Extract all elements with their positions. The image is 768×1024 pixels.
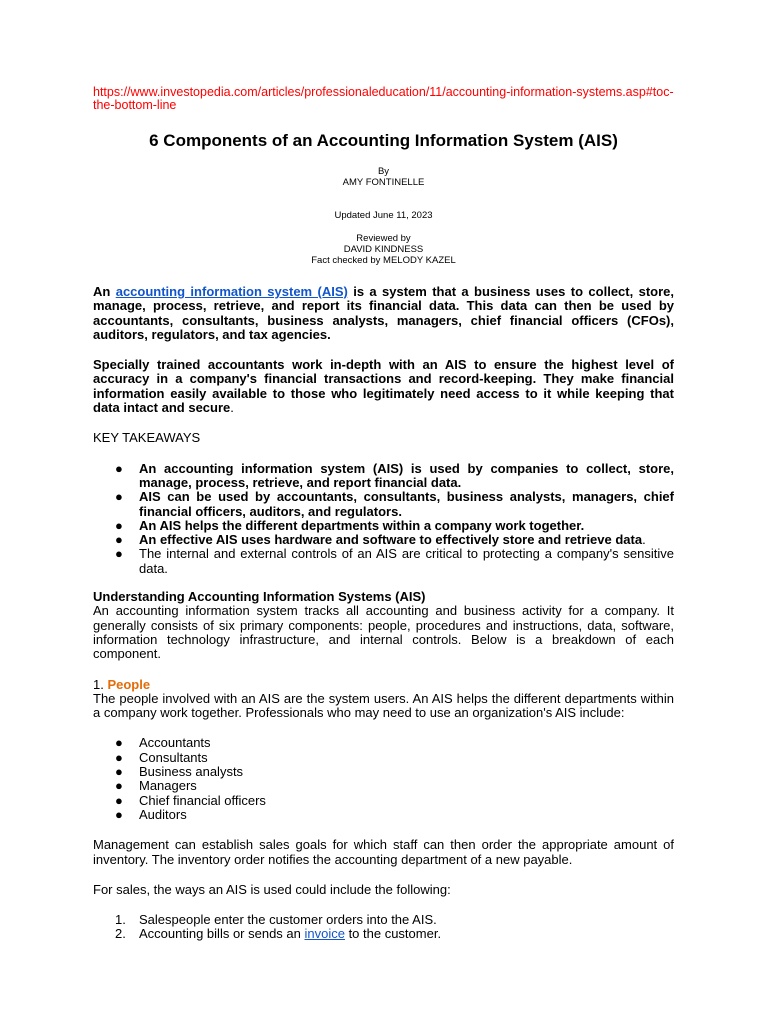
source-url (93, 86, 674, 112)
intro-paragraph (93, 285, 674, 342)
invoice-link[interactable]: invoice (304, 926, 345, 942)
people-paragraph: The people involved with an AIS are the system users. An AIS helps the different departments within a company work together. Professionals who may need to use an organization's AIS include: (93, 690, 674, 721)
reviewed-by-label: Reviewed by (356, 233, 411, 244)
accuracy-paragraph (93, 358, 674, 415)
page-title: 6 Components of an Accounting Information System (AIS) (149, 131, 618, 150)
list-item: ● An accounting information system (AIS) is used by companies to collect, store, manage, process, retrieve, and report financial data. (115, 460, 674, 490)
list-item: ● An effective AIS uses hardware and software to effectively store and retrieve data. (115, 532, 646, 548)
people-heading: 1. People (93, 676, 151, 692)
management-paragraph: Management can establish sales goals for which staff can then order the appropriate amount of inventory. The inventory order notifies the accounting department of a new payable. (93, 837, 674, 867)
bullet-icon: ● (115, 806, 123, 822)
list-item: ● An AIS helps the different departments within a company work together. (115, 517, 585, 533)
byline-label: By (377, 166, 390, 177)
bullet-icon: ● (115, 764, 123, 780)
list-item: ● Auditors (115, 806, 187, 822)
reviewer-name: DAVID KINDNESS (343, 244, 424, 255)
bullet-icon: ● (115, 546, 123, 562)
bullet-icon: ● (115, 532, 123, 548)
list-item: 2. Accounting bills or sends an invoice to the customer. (115, 926, 442, 942)
updated-date: Updated June 11, 2023 (334, 210, 433, 221)
bullet-icon: ● (115, 460, 123, 476)
article (93, 86, 674, 942)
accuracy-end: . (230, 400, 234, 416)
list-item: ● Consultants (115, 749, 208, 765)
fact-checked: Fact checked by MELODY KAZEL (311, 255, 456, 266)
author-name: AMY FONTINELLE (342, 177, 425, 188)
list-item: ● AIS can be used by accountants, consultants, business analysts, managers, chief financial officers, auditors, and regulators. (115, 489, 674, 519)
accuracy-bold: Specially trained accountants work in-depth with an AIS to ensure the highest level of accuracy in a company's financial transactions and record-keeping. They make financial information easily available to those who legitimately need access to it while keeping that data intact and secure (93, 357, 674, 416)
ais-link[interactable]: accounting information system (AIS) (115, 284, 348, 299)
source-url-link[interactable]: https://www.investopedia.com/articles/professionaleducation/11/accounting-information-systems.asp#toc-the-bottom-line (93, 85, 674, 112)
sales-steps (93, 913, 674, 942)
understanding-paragraph: An accounting information system tracks all accounting and business activity for a company. It generally consists of six primary components: people, procedures and instructions, data, software, information technology infrastructure, and internal controls. Below is a breakdown of each component. (93, 603, 674, 662)
bullet-icon: ● (115, 489, 123, 505)
list-item: ● Business analysts (115, 764, 244, 780)
key-takeaways-heading: KEY TAKEAWAYS (93, 430, 201, 446)
list-item: ● Accountants (115, 735, 211, 751)
bullet-icon: ● (115, 792, 123, 808)
bullet-icon: ● (115, 749, 123, 765)
list-item: ● Chief financial officers (115, 792, 266, 808)
list-item: ● The internal and external controls of an AIS are critical to protecting a company's sensitive data. (115, 546, 674, 576)
bullet-icon: ● (115, 735, 123, 751)
list-item: 1. Salespeople enter the customer orders into the AIS. (115, 912, 437, 928)
sales-intro: For sales, the ways an AIS is used could include the following: (93, 881, 451, 897)
understanding-heading: Understanding Accounting Information Systems (AIS) (93, 589, 426, 605)
takeaways-list (93, 462, 674, 576)
intro-prefix: An (93, 284, 116, 299)
people-list (93, 736, 674, 822)
list-item: ● Managers (115, 778, 197, 794)
bullet-icon: ● (115, 778, 123, 794)
bullet-icon: ● (115, 517, 123, 533)
intro-rest: is a system that a business uses to collect, store, manage, process, retrieve, and report its financial data. This data can then be used by accountants, consultants, business analysts, managers, chief financial officers (CFOs), auditors, regulators, and tax agencies. (93, 284, 674, 342)
